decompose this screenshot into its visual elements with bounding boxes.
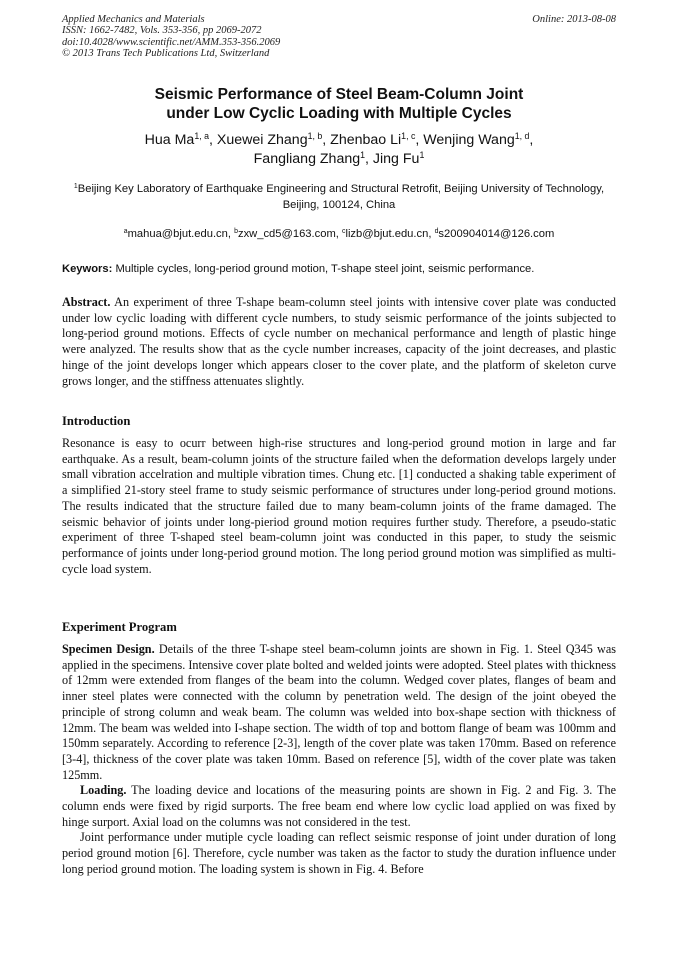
email-list: $^a$mahua@bjut.edu.cn, $^b$zxw_cd5@163.com, $^c$lizb@bjut.edu.cn, $^d$s200904014@126.com [123,228,555,240]
paper-title [62,86,616,123]
email[interactable]: $^d$s200904014@126.com [434,228,555,240]
keywords-label: Keywors: [62,263,113,275]
loading-text: The loading device and locations of the measuring points are shown in Fig. 2 and Fig. 3. The column ends were fixed by rigid surports. The free beam end where low cyclic load applied on was fixed by hinge surport. Axial load on the columns was not considered in the test. [62,783,616,829]
journal-header [62,14,616,60]
title-line-2: under Low Cyclic Loading with Multiple Cycles [166,104,512,122]
introduction-body [62,436,616,577]
author: Xuewei Zhang$^{1, b}$, [216,131,331,148]
abstract-text: An experiment of three T-shape beam-column steel joints with intensive cover plate was conducted under low cyclic loading with different cycle numbers, to study seismic performance of the joints subjected to long-period ground motions. Effects of cycle number on mechanical performance and length of plastic hinge were analyzed. The results show that as the cycle number increases, capacity of the joint decreases, and plastic hinge of the joint develops longer which appears closer to the cover plate, and the platform of skeleton curve grows longer, and the stiffness attenuates slightly. [62,295,616,388]
author-list [62,131,616,169]
affiliation: $^1$Beijing Key Laboratory of Earthquake Engineering and Structural Retrofit, Beijing University of Technology, Beijing, 100124, China [73,183,605,211]
experiment-body [62,642,616,878]
email[interactable]: $^a$mahua@bjut.edu.cn [123,228,228,240]
author-line-2 [62,150,616,169]
abstract [62,295,616,389]
specimen-text: Details of the three T-shape steel beam-column joints are shown in Fig. 1. Steel Q345 was applied in the specimens. Intensive cover plate bolted and welded joints were adopted. Steel plates with thickness of 12mm were extended from flanges of the beam into the column. Wedged cover plates, flanges of beam and inner steel plates were connected with the column by penetration weld. The design of the joint obeyed the principle of strong column and weak beam. The column was welded into box-shape section with thickness of 12mm. The beam was welded into I-shape section. The width of top and bottom flange of beam was 100mm and 150mm separately. According to reference [2-3], length of the cover plate was taken 170mm. Based on reference [3-4], thickness of the cover plate was taken 10mm. Based on reference [5], width of the cover plate was taken 125mm. [62,642,617,782]
joint-performance-paragraph: Joint performance under mutiple cycle loading can reflect seismic response of joint under duration of long period ground motion [6]. Therefore, cycle number was taken as the factor to study the duration influence under long period ground motion. The loading system is shown in Fig. 4. Before [62,830,616,876]
loading-label: Loading. [80,783,127,798]
title-line-1: Seismic Performance of Steel Beam-Column Joint [154,86,524,103]
doi-line[interactable]: doi:10.4028/www.scientific.net/AMM.353-356.2069 [62,36,281,48]
author: Wenjing Wang$^{1, d}$, [423,131,534,148]
experiment-heading: Experiment Program [62,620,177,634]
author: Hua Ma$^{1, a}$, [144,131,217,148]
abstract-label: Abstract. [62,295,111,309]
specimen-paragraph [62,642,616,783]
keywords-text: Multiple cycles, long-period ground motion, T-shape steel joint, seismic performance. [112,263,535,275]
introduction-heading: Introduction [62,414,131,428]
author: Jing Fu$^1$ [372,150,425,167]
copyright-line: © 2013 Trans Tech Publications Ltd, Switzerland [62,48,270,60]
specimen-label: Specimen Design. [62,642,155,656]
online-date: Online: 2013-08-08 [532,14,616,25]
keywords [62,262,616,277]
author: Fangliang Zhang$^1$, [253,150,373,167]
email[interactable]: $^c$lizb@bjut.edu.cn [341,228,429,240]
author-line-1 [62,131,616,150]
journal-name: Applied Mechanics and Materials [62,14,205,25]
loading-paragraph [62,783,616,830]
introduction-paragraph: Resonance is easy to ocurr between high-rise structures and long-period ground motion in large and far earthquake. As a result, beam-column joints of the structure failed when the deformation develops largely under small vibration accelration and multiple vibration times. Chung etc. [1] conducted a shaking table experiment of a simplified 21-story steel frame to study seismic performance of structures under long-period ground motions. The results indicated that the structure failed due to many beam-column joints of the frame damaged. The seismic behavior of joints under long-pieriod ground motion requires further study. Therefore, a pseudo-static experiment of three T-shaped steel beam-column joint was conducted in this paper, to study the seismic performance of joints under long-period ground motion. The long period ground motion was simplified as multi-cycle load system. [62,436,616,576]
email[interactable]: $^b$zxw_cd5@163.com [234,228,336,240]
author: Zhenbao Li$^{1, c}$, [330,131,424,148]
issn-line: ISSN: 1662-7482, Vols. 353-356, pp 2069-2072 [62,25,262,37]
